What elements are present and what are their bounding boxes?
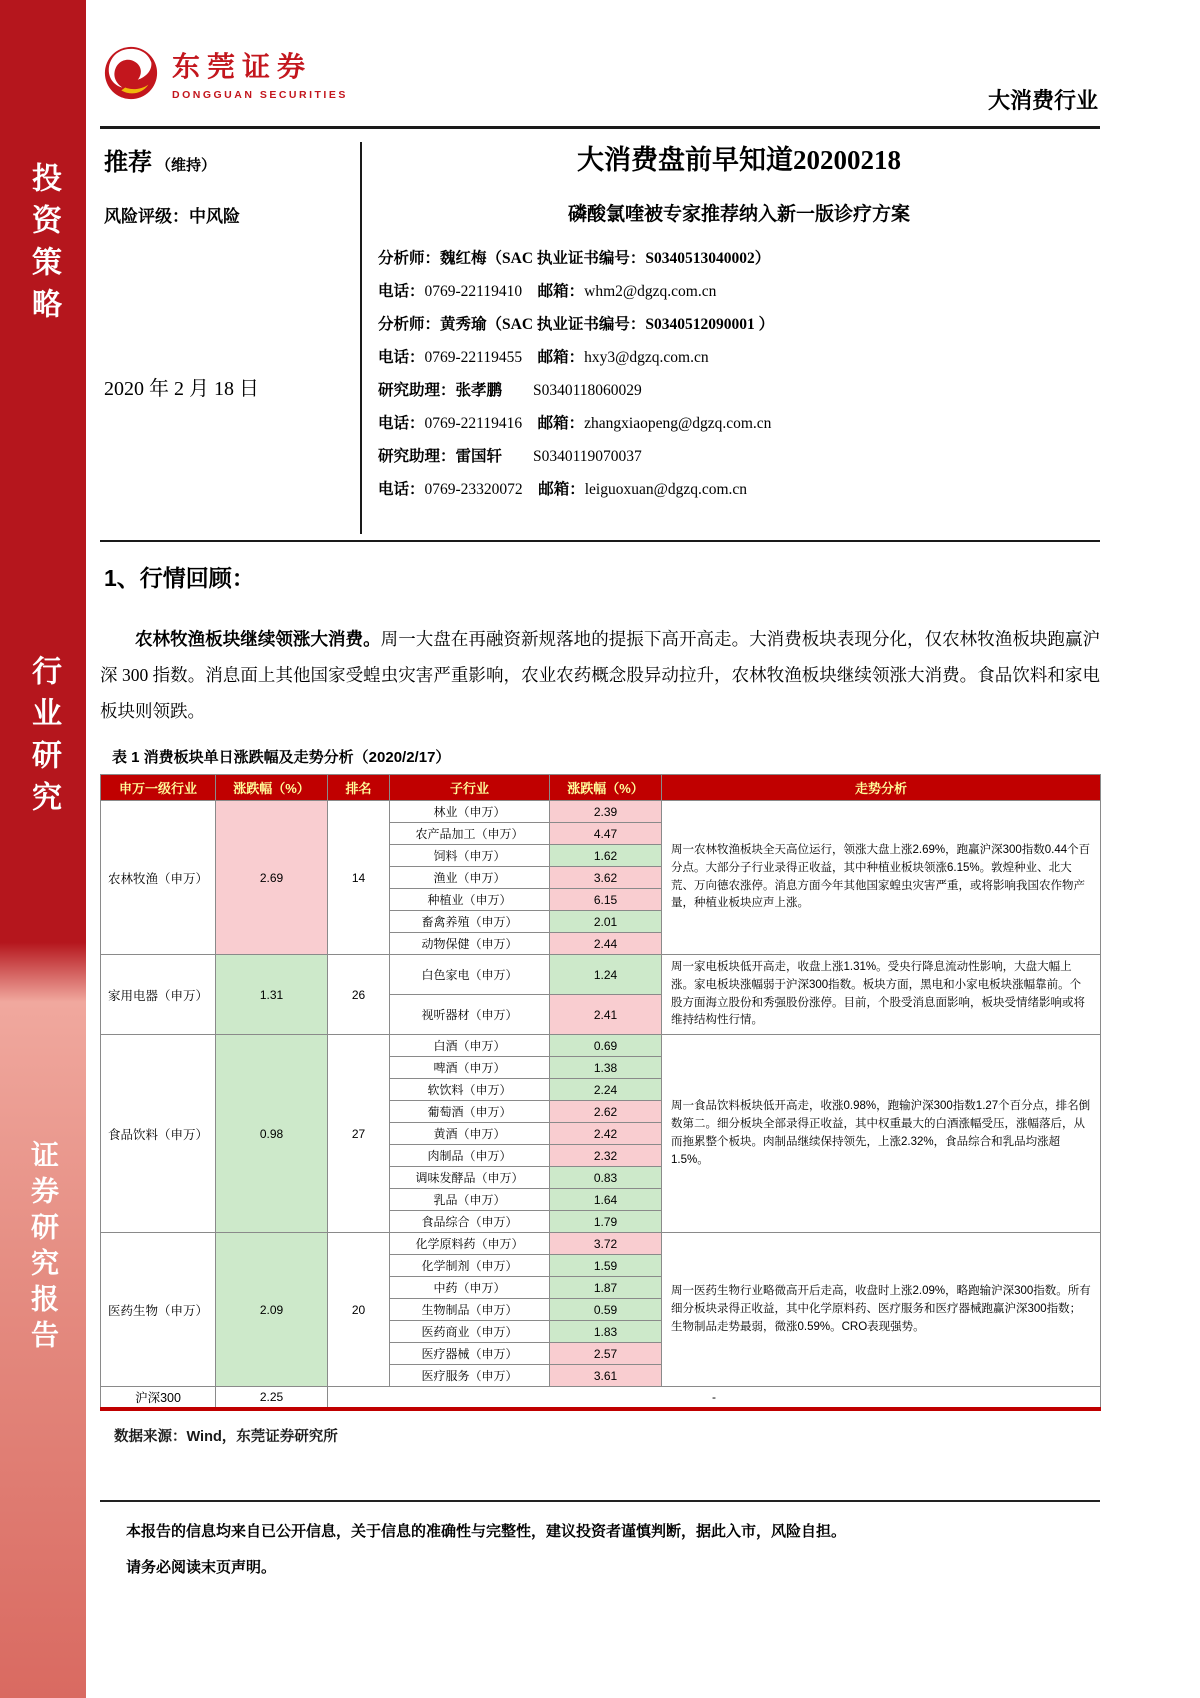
- analyst-line-segment: leiguoxuan@dgzq.com.cn: [584, 481, 748, 498]
- analyst-line-segment: 电话：: [378, 283, 425, 300]
- benchmark-row: [101, 1387, 1101, 1410]
- analyst-line: [378, 473, 1100, 506]
- analyst-line: [378, 407, 1100, 440]
- benchmark-note-cell: -: [328, 1387, 1101, 1410]
- sub-change-cell: 2.62: [550, 1101, 662, 1123]
- risk-rating: 风险评级：中风险: [104, 207, 240, 226]
- analysis-cell: 周一食品饮料板块低开高走，收涨0.98%，跑输沪深300指数1.27个百分点，排名倒数第二。细分板块全部录得正收益，其中权重最大的白酒涨幅受压，涨幅落后，从而拖累整个板块。肉制品继续保持领先，上涨2.32%，食品综合和乳品均涨超1.5%。: [662, 1035, 1101, 1233]
- analyst-line-segment: 分析师：黄秀瑜（SAC 执业证书编号：S0340512090001 ）: [378, 316, 775, 333]
- report-title: 大消费盘前早知道20200218: [577, 145, 901, 175]
- sub-change-cell: 0.59: [550, 1299, 662, 1321]
- market-review-lead: 农林牧渔板块继续领涨大消费。: [135, 629, 381, 649]
- analyst-line: [378, 341, 1100, 374]
- sub-industry-cell: 饲料（申万）: [390, 845, 550, 867]
- sub-industry-cell: 化学原料药（申万）: [390, 1233, 550, 1255]
- sub-change-cell: 1.64: [550, 1189, 662, 1211]
- analyst-line-segment: 电话：: [378, 415, 425, 432]
- table-row: [101, 801, 1101, 823]
- table-header-cell: 走势分析: [662, 775, 1101, 801]
- table-header-cell: 子行业: [390, 775, 550, 801]
- industry-cell: 医药生物（申万）: [101, 1233, 216, 1387]
- sub-industry-cell: 渔业（申万）: [390, 867, 550, 889]
- table-row: [101, 1035, 1101, 1057]
- sidebar-label-investment-strategy: 投资策略: [27, 162, 60, 330]
- sub-change-cell: 1.83: [550, 1321, 662, 1343]
- analyst-line-segment: 分析师：魏红梅（SAC 执业证书编号：S0340513040002）: [378, 250, 771, 267]
- brand-logo-icon: [102, 44, 160, 102]
- sub-industry-cell: 葡萄酒（申万）: [390, 1101, 550, 1123]
- sub-change-cell: 3.61: [550, 1365, 662, 1387]
- sub-change-cell: 1.59: [550, 1255, 662, 1277]
- analyst-line-segment: 邮箱：: [537, 349, 585, 366]
- sub-change-cell: 6.15: [550, 889, 662, 911]
- sub-industry-cell: 软饮料（申万）: [390, 1079, 550, 1101]
- sub-change-cell: 1.38: [550, 1057, 662, 1079]
- brand-name-en: DONGGUAN SECURITIES: [172, 89, 348, 101]
- sub-change-cell: 1.24: [550, 955, 662, 995]
- analyst-line: [378, 440, 1100, 473]
- table-header-cell: 涨跌幅（%）: [550, 775, 662, 801]
- brand-name-cn: 东莞证券: [172, 52, 313, 83]
- sub-change-cell: 2.44: [550, 933, 662, 955]
- page-content: [100, 0, 1100, 1698]
- sub-industry-cell: 畜禽养殖（申万）: [390, 911, 550, 933]
- rating-value: 推荐: [104, 150, 152, 176]
- industry-cell: 农林牧渔（申万）: [101, 801, 216, 955]
- analyst-line-segment: zhangxiaopeng@dgzq.com.cn: [584, 415, 772, 432]
- header-divider: [100, 126, 1100, 129]
- sidebar-label-research-report: 证券研究报告: [28, 1140, 59, 1356]
- sub-change-cell: 1.79: [550, 1211, 662, 1233]
- rank-cell: 27: [328, 1035, 390, 1233]
- rating-line: [104, 142, 216, 177]
- sub-industry-cell: 农产品加工（申万）: [390, 823, 550, 845]
- analysis-cell: 周一医药生物行业略微高开后走高，收盘时上涨2.09%，略跑输沪深300指数。所有细分板块录得正收益，其中化学原料药、医疗服务和医疗器械跑赢沪深300指数；生物制品走势最弱，微涨0.59%。CRO表现强势。: [662, 1233, 1101, 1387]
- sub-industry-cell: 林业（申万）: [390, 801, 550, 823]
- sub-change-cell: 0.69: [550, 1035, 662, 1057]
- report-date: 2020 年 2 月 18 日: [104, 378, 259, 400]
- table-header-cell: 排名: [328, 775, 390, 801]
- market-review-body: 周一大盘在再融资新规落地的提振下高开高走。大消费板块表现分化，仅农林牧渔板块跑赢沪深 300 指数。消息面上其他国家受蝗虫灾害严重影响，农业农药概念股异动拉升，农林牧渔板块继续领涨大消费。食品饮料和家电板块则领跌。: [100, 629, 1101, 721]
- analysis-cell: 周一家电板块低开高走，收盘上涨1.31%。受央行降息流动性影响，大盘大幅上涨。家电板块涨幅弱于沪深300指数。板块方面，黑电和小家电板块涨幅靠前。个股方面海立股份和秀强股份涨停。目前，个股受消息面影响，板块受情绪影响或将维持结构性行情。: [662, 955, 1101, 1035]
- industry-change-cell: 1.31: [216, 955, 328, 1035]
- analyst-line: [378, 308, 1100, 341]
- section-divider: [100, 540, 1100, 542]
- sub-change-cell: 2.32: [550, 1145, 662, 1167]
- sub-change-cell: 2.57: [550, 1343, 662, 1365]
- sub-industry-cell: 中药（申万）: [390, 1277, 550, 1299]
- analyst-line-segment: S0340119070037: [502, 448, 642, 465]
- table-row: [101, 1233, 1101, 1255]
- analyst-line-segment: 电话：: [378, 481, 425, 498]
- sub-industry-cell: 啤酒（申万）: [390, 1057, 550, 1079]
- section-heading-market-review: 1、行情回顾：: [104, 565, 255, 591]
- industry-cell: 食品饮料（申万）: [101, 1035, 216, 1233]
- analysis-cell: 周一农林牧渔板块全天高位运行，领涨大盘上涨2.69%，跑赢沪深300指数0.44个百分点。大部分子行业录得正收益，其中种植业板块领涨6.15%。敦煌种业、北大荒、万向德农涨停。消息方面今年其他国家蝗虫灾害严重，或将影响我国农作物产量，种植业板块应声上涨。: [662, 801, 1101, 955]
- table-body: [101, 801, 1101, 1410]
- sub-industry-cell: 白色家电（申万）: [390, 955, 550, 995]
- industry-tag: 大消费行业: [987, 88, 1098, 113]
- sub-industry-cell: 食品综合（申万）: [390, 1211, 550, 1233]
- sub-change-cell: 0.83: [550, 1167, 662, 1189]
- sub-industry-cell: 白酒（申万）: [390, 1035, 550, 1057]
- sub-industry-cell: 调味发酵品（申万）: [390, 1167, 550, 1189]
- analyst-line-segment: 电话：: [378, 349, 425, 366]
- analyst-line: [378, 275, 1100, 308]
- brand-logo: [102, 44, 348, 102]
- rating-note: （维持）: [156, 158, 217, 174]
- page-footer: [100, 1500, 1100, 1592]
- table-header-cell: 涨跌幅（%）: [216, 775, 328, 801]
- sub-change-cell: 3.72: [550, 1233, 662, 1255]
- brand-name: [172, 45, 348, 101]
- benchmark-name-cell: 沪深300: [101, 1387, 216, 1410]
- read-statement-line: 请务必阅读末页声明。: [126, 1560, 277, 1576]
- sub-industry-cell: 化学制剂（申万）: [390, 1255, 550, 1277]
- sub-change-cell: 3.62: [550, 867, 662, 889]
- sub-change-cell: 4.47: [550, 823, 662, 845]
- analyst-line-segment: hxy3@dgzq.com.cn: [584, 349, 709, 366]
- sub-change-cell: 2.42: [550, 1123, 662, 1145]
- rank-cell: 14: [328, 801, 390, 955]
- analyst-line-segment: S0340118060029: [502, 382, 642, 399]
- sub-industry-cell: 医疗服务（申万）: [390, 1365, 550, 1387]
- sidebar-label-industry-research: 行业研究: [27, 655, 60, 823]
- analyst-line-segment: 邮箱：: [538, 481, 585, 498]
- sub-change-cell: 2.24: [550, 1079, 662, 1101]
- analyst-block: [378, 242, 1100, 506]
- analyst-line-segment: 邮箱：: [537, 283, 585, 300]
- rank-cell: 26: [328, 955, 390, 1035]
- analyst-line-segment: 研究助理：雷国轩: [378, 448, 503, 465]
- market-review-paragraph: [100, 622, 1100, 730]
- sub-change-cell: 2.41: [550, 995, 662, 1035]
- sub-industry-cell: 视听器材（申万）: [390, 995, 550, 1035]
- table-row: [101, 955, 1101, 995]
- analyst-line-segment: 0769-22119455: [424, 349, 538, 366]
- analyst-line-segment: whm2@dgzq.com.cn: [584, 283, 717, 300]
- disclaimer-line: 本报告的信息均来自已公开信息，关于信息的准确性与完整性，建议投资者谨慎判断，据此入市，风险自担。: [126, 1524, 847, 1540]
- industry-change-cell: 2.69: [216, 801, 328, 955]
- analyst-line-segment: 邮箱：: [537, 415, 585, 432]
- sub-industry-cell: 乳品（申万）: [390, 1189, 550, 1211]
- industry-change-cell: 2.09: [216, 1233, 328, 1387]
- sub-industry-cell: 医药商业（申万）: [390, 1321, 550, 1343]
- sub-industry-cell: 生物制品（申万）: [390, 1299, 550, 1321]
- industry-cell: 家用电器（申万）: [101, 955, 216, 1035]
- analyst-line: [378, 242, 1100, 275]
- sub-change-cell: 1.87: [550, 1277, 662, 1299]
- analyst-line-segment: 研究助理：张孝鹏: [378, 382, 503, 399]
- sub-industry-cell: 种植业（申万）: [390, 889, 550, 911]
- sub-industry-cell: 黄酒（申万）: [390, 1123, 550, 1145]
- table-title: 表 1 消费板块单日涨跌幅及走势分析（2020/2/17）: [112, 749, 451, 766]
- analyst-line: [378, 374, 1100, 407]
- data-source-note: 数据来源：Wind，东莞证券研究所: [114, 1429, 338, 1446]
- sub-industry-cell: 医疗器械（申万）: [390, 1343, 550, 1365]
- rank-cell: 20: [328, 1233, 390, 1387]
- sub-change-cell: 2.39: [550, 801, 662, 823]
- analyst-line-segment: 0769-22119410: [424, 283, 538, 300]
- left-sidebar: [0, 0, 86, 1698]
- header-vertical-divider: [360, 142, 362, 534]
- benchmark-change-cell: 2.25: [216, 1387, 328, 1410]
- report-subtitle: 磷酸氯喹被专家推荐纳入新一版诊疗方案: [567, 204, 910, 225]
- sector-performance-table: [100, 774, 1101, 1411]
- table-header-row: [101, 775, 1101, 801]
- table-section: [100, 746, 1100, 1446]
- table-header-cell: 申万一级行业: [101, 775, 216, 801]
- sub-industry-cell: 动物保健（申万）: [390, 933, 550, 955]
- sub-change-cell: 1.62: [550, 845, 662, 867]
- sub-industry-cell: 肉制品（申万）: [390, 1145, 550, 1167]
- industry-change-cell: 0.98: [216, 1035, 328, 1233]
- header-right-column: [378, 138, 1100, 506]
- sub-change-cell: 2.01: [550, 911, 662, 933]
- analyst-line-segment: 0769-22119416: [424, 415, 538, 432]
- analyst-line-segment: 0769-23320072: [424, 481, 539, 498]
